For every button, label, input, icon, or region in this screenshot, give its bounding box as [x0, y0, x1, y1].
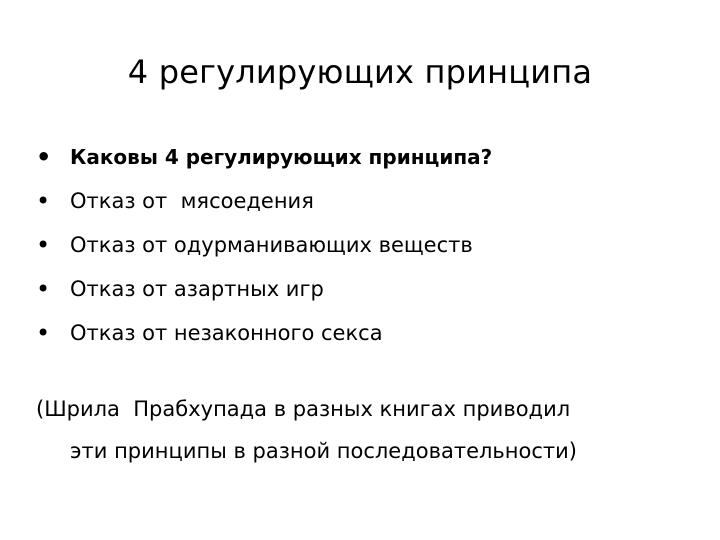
bullet-icon: •	[36, 275, 51, 303]
bullet-item-illicit-sex	[36, 311, 686, 355]
bullet-icon: •	[36, 187, 51, 215]
bullet-item-meat	[36, 179, 686, 223]
bullet-text: Отказ от азартных игр	[70, 277, 324, 301]
bullet-icon: •	[36, 319, 51, 347]
bullet-text: Отказ от мясоедения	[70, 189, 314, 213]
footnote	[36, 388, 686, 472]
slide-title: 4 регулирующих принципа	[127, 53, 593, 91]
bullet-item-question	[36, 135, 686, 179]
bullet-text: Каковы 4 регулирующих принципа?	[70, 145, 493, 169]
bullet-list	[36, 135, 686, 355]
bullet-icon: •	[36, 143, 52, 171]
footnote-line-1: (Шрила Прабхупада в разных книгах приводил	[36, 397, 571, 421]
bullet-icon: •	[36, 231, 51, 259]
bullet-item-gambling	[36, 267, 686, 311]
bullet-text: Отказ от одурманивающих веществ	[70, 233, 473, 257]
bullet-item-intoxicants	[36, 223, 686, 267]
footnote-line-2: эти принципы в разной последовательности)	[70, 439, 577, 463]
bullet-text: Отказ от незаконного секса	[70, 321, 383, 345]
